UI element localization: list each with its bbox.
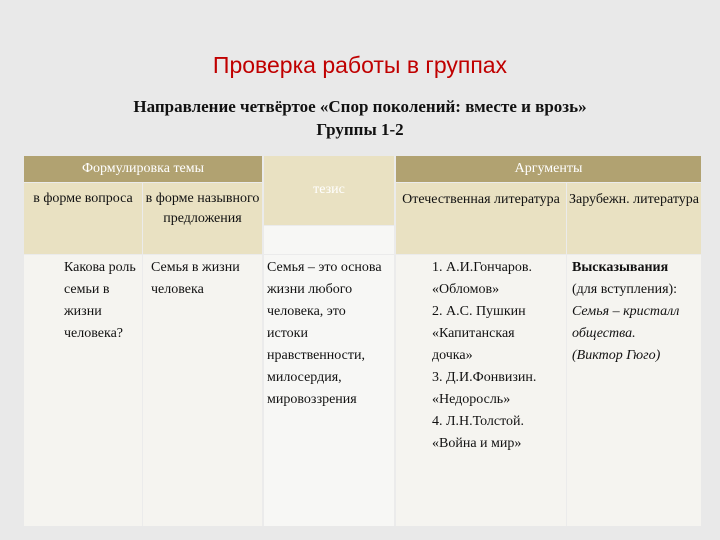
page-title: Проверка работы в группах <box>212 52 508 78</box>
domestic-item: 3. Д.И.Фонвизин. <box>432 370 537 385</box>
header-nominative: в форме назывного предложения <box>143 183 262 254</box>
domestic-item: «Война и мир» <box>432 436 522 451</box>
header-formulation: Формулировка темы <box>24 156 262 182</box>
header-domestic: Отечественная литература <box>396 183 566 254</box>
arguments-table <box>24 156 701 526</box>
header-thesis: тезис <box>313 182 345 197</box>
cell-foreign <box>567 255 701 526</box>
domestic-item: «Обломов» <box>432 282 500 297</box>
domestic-item: «Недоросль» <box>432 392 511 407</box>
header-foreign: Зарубежн. литература <box>567 183 701 254</box>
foreign-note: (для вступления): <box>572 282 678 297</box>
subtitle-groups: Группы 1-2 <box>316 120 404 139</box>
foreign-quote: Семья – кристалл общества. <box>572 304 680 341</box>
domestic-item: 4. Л.Н.Толстой. <box>432 414 525 429</box>
cell-question: Какова роль семьи в жизни человека? <box>24 255 142 526</box>
header-arguments: Аргументы <box>396 156 701 182</box>
cell-thesis: Семья – это основа жизни любого человека, это истоки нравственности, милосердия, мировоззрения <box>264 255 394 526</box>
domestic-item: «Капитанская <box>432 326 515 341</box>
domestic-item: 2. А.С. Пушкин <box>432 304 526 319</box>
header-question: в форме вопроса <box>24 183 142 254</box>
domestic-item: 1. А.И.Гончаров. <box>432 260 532 275</box>
thesis-header-cell <box>264 156 394 225</box>
cell-nominative: Семья в жизни человека <box>143 255 262 526</box>
thesis-subheader-filler <box>264 226 394 254</box>
subtitle-direction: Направление четвёртое «Спор поколений: вместе и врозь» <box>133 97 587 116</box>
domestic-item: дочка» <box>432 348 473 363</box>
subtitle <box>0 95 720 141</box>
cell-domestic <box>396 255 566 526</box>
foreign-heading: Высказывания <box>572 260 669 275</box>
foreign-author: (Виктор Гюго) <box>572 348 661 363</box>
